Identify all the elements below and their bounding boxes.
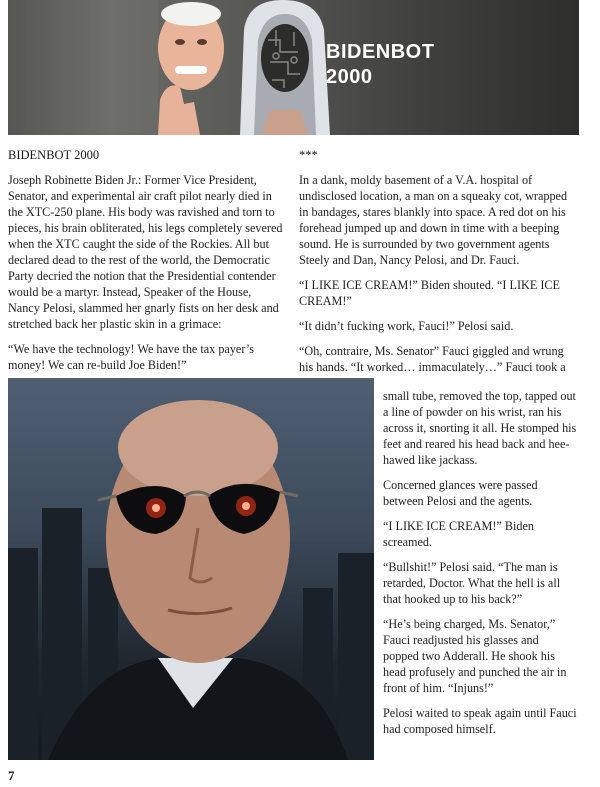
header-banner — [8, 0, 579, 135]
paragraph: “I LIKE ICE CREAM!” Biden screamed. — [383, 519, 534, 549]
paragraph: “He’s being charged, Ms. Senator,” Fauci readjusted his glasses and popped two Adderall. He shook his head profusely and punched the air in front of him. “Injuns!” — [383, 617, 567, 695]
paragraph: “It didn’t fucking work, Fauci!” Pelosi said. — [299, 319, 514, 333]
right-column — [299, 172, 577, 384]
article-title: BIDENBOT 2000 — [8, 148, 100, 162]
banner-title-line1: BIDENBOT — [326, 41, 435, 63]
page-number: 7 — [8, 768, 15, 783]
paragraph: In a dank, moldy basement of a V.A. hospital of undisclosed location, a man on a squeaky cot, wrapped in bandages, stares blankly into space. A red dot on his forehead jumped up and down in time with a beeping sound. He is surrounded by two government agents Steely and Dan, Nancy Pelosi, and Dr. Fauci. — [299, 173, 568, 267]
banner-illustration — [8, 0, 579, 135]
paragraph: small tube, removed the top, tapped out a line of powder on his wrist, ran his across it, snorting it all. He stomped his feet and reared his head back and hee-hawed like jackass. — [383, 389, 577, 467]
robot-face-graphic — [261, 24, 309, 92]
paragraph: Concerned glances were passed between Pelosi and the agents. — [383, 478, 538, 508]
section-break: *** — [299, 148, 318, 162]
paragraph: Pelosi waited to speak again until Fauci had composed himself. — [383, 706, 577, 736]
paragraph: “Oh, contraire, Ms. Senator” Fauci giggled and wrung his hands. “It worked… immaculately…” Fauci took a — [299, 344, 566, 374]
hand-graphic — [158, 85, 200, 135]
left-eye — [152, 504, 160, 512]
left-column — [8, 172, 284, 382]
paragraph: “Bullshit!” Pelosi said. “The man is retarded, Doctor. What the hell is all that hooked up to his back?” — [383, 560, 561, 606]
paragraph: Joseph Robinette Biden Jr.: Former Vice President, Senator, and experimental air craft pilot nearly died in the XTC-250 plane. His body was ravished and torn to pieces, his brain obliterated, his legs completely severed when the XTC caught the side of the Rockies. All but declared dead to the rest of the world, the Democratic Party decried the notion that the Presidential contender would be a martyr. Instead, Speaker of the House, Nancy Pelosi, slammed her gnarly fists on her desk and stretched back her plastic skin in a grimace: — [8, 173, 283, 331]
cyborg-portrait-photo — [8, 378, 374, 760]
paragraph: “I LIKE ICE CREAM!” Biden shouted. “I LIKE ICE CREAM!” — [299, 278, 560, 308]
wrap-column — [383, 388, 577, 746]
banner-title-line2: 2000 — [326, 66, 373, 88]
paragraph: “We have the technology! We have the tax payer’s money! We can re-build Joe Biden!” — [8, 342, 254, 372]
banner-title — [326, 40, 434, 90]
portrait-illustration — [8, 378, 374, 760]
right-eye — [242, 502, 250, 510]
